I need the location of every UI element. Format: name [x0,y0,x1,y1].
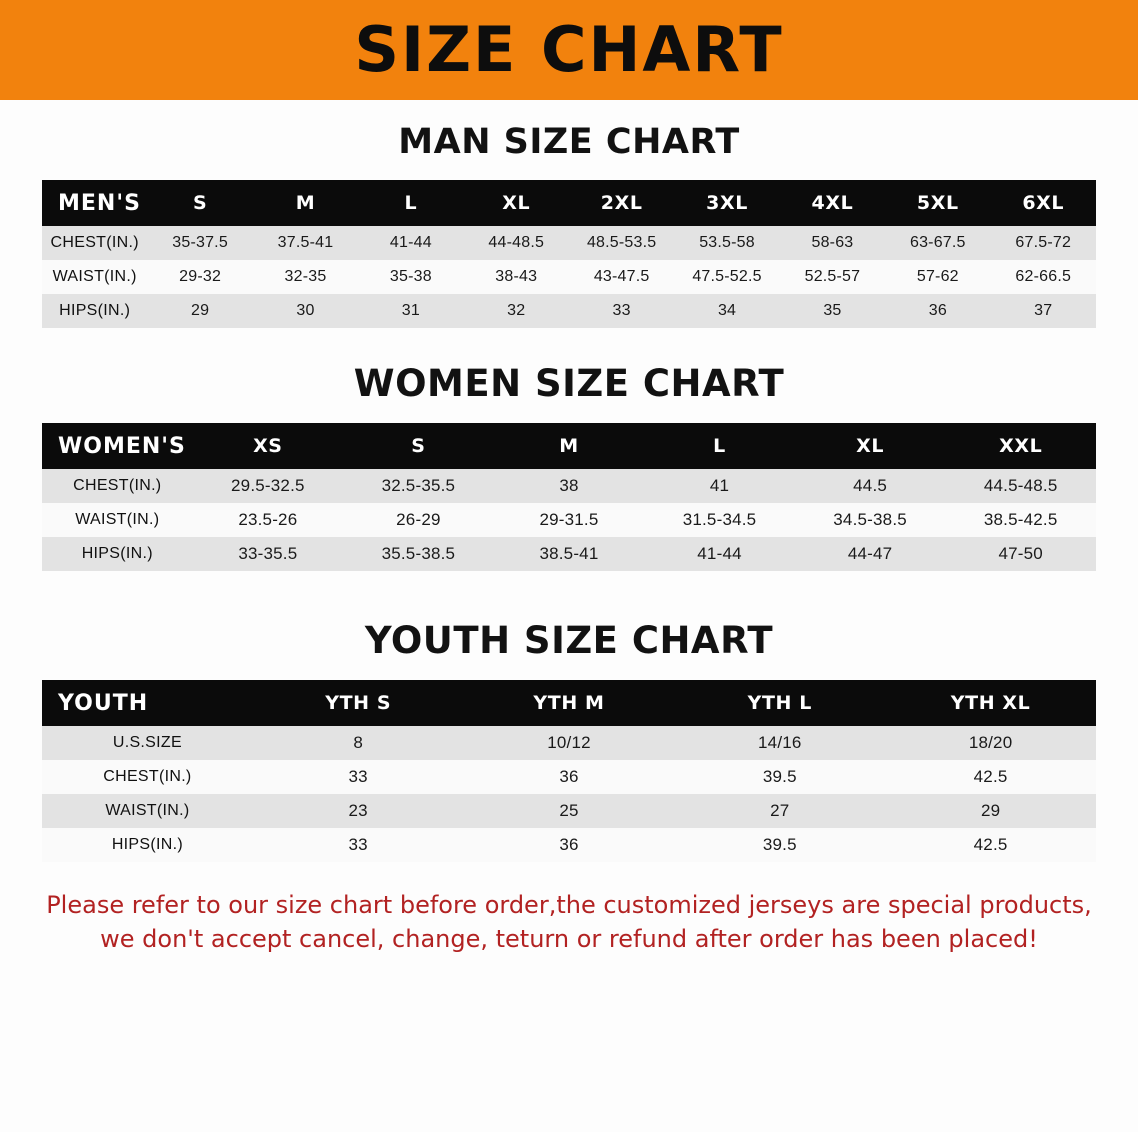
table-cell: 34 [674,294,779,328]
table-cell: 43-47.5 [569,260,674,294]
table-cell: 41-44 [358,226,463,260]
column-header: 4XL [780,180,885,226]
table-header-row [42,423,1096,469]
column-header: M [494,423,645,469]
table-header-row [42,680,1096,726]
table-row [42,537,1096,571]
row-label: HIPS(IN.) [42,294,147,328]
row-label: HIPS(IN.) [42,828,253,862]
table-cell: 29-32 [147,260,252,294]
youth-table-header [42,680,1096,726]
table-cell: 8 [253,726,464,760]
table-cell: 42.5 [885,828,1096,862]
disclaimer-note [39,888,1099,956]
table-cell: 67.5-72 [991,226,1096,260]
page-title: SIZE CHART [354,13,784,86]
table-cell: 36 [464,760,675,794]
disclaimer-line-2: we don't accept cancel, change, teturn or refund after order has been placed! [100,925,1038,954]
man-table-corner-label: MEN'S [42,180,147,226]
row-label: HIPS(IN.) [42,537,193,571]
table-cell: 47-50 [945,537,1096,571]
table-cell: 44-48.5 [464,226,569,260]
table-cell: 37 [991,294,1096,328]
man-table-header [42,180,1096,226]
column-header: 3XL [674,180,779,226]
row-label: WAIST(IN.) [42,260,147,294]
table-cell: 35.5-38.5 [343,537,494,571]
youth-table-body [42,726,1096,862]
column-header: 2XL [569,180,674,226]
row-label: WAIST(IN.) [42,503,193,537]
table-cell: 48.5-53.5 [569,226,674,260]
man-section-heading: MAN SIZE CHART [398,122,740,162]
table-row [42,726,1096,760]
column-header: M [253,180,358,226]
women-section-heading: WOMEN SIZE CHART [353,362,785,405]
column-header: 5XL [885,180,990,226]
table-cell: 52.5-57 [780,260,885,294]
youth-table-corner-label: YOUTH [42,680,253,726]
column-header: YTH XL [885,680,1096,726]
table-cell: 25 [464,794,675,828]
table-cell: 53.5-58 [674,226,779,260]
row-label: U.S.SIZE [42,726,253,760]
column-header: XL [464,180,569,226]
table-cell: 23.5-26 [193,503,344,537]
table-cell: 36 [885,294,990,328]
table-cell: 62-66.5 [991,260,1096,294]
table-cell: 31 [358,294,463,328]
column-header: XS [193,423,344,469]
table-cell: 14/16 [674,726,885,760]
table-cell: 33 [253,760,464,794]
table-row [42,828,1096,862]
table-cell: 39.5 [674,760,885,794]
table-cell: 31.5-34.5 [644,503,795,537]
table-cell: 23 [253,794,464,828]
table-cell: 44.5 [795,469,946,503]
table-cell: 38 [494,469,645,503]
table-cell: 44.5-48.5 [945,469,1096,503]
table-cell: 36 [464,828,675,862]
column-header: L [644,423,795,469]
table-cell: 35-38 [358,260,463,294]
table-cell: 33-35.5 [193,537,344,571]
column-header: 6XL [991,180,1096,226]
table-row [42,469,1096,503]
table-cell: 38-43 [464,260,569,294]
row-label: CHEST(IN.) [42,760,253,794]
column-header: L [358,180,463,226]
row-label: WAIST(IN.) [42,794,253,828]
disclaimer-line-1: Please refer to our size chart before order,the customized jerseys are special products, [46,891,1092,919]
table-row [42,503,1096,537]
table-cell: 32.5-35.5 [343,469,494,503]
row-label: CHEST(IN.) [42,226,147,260]
women-table-corner-label: WOMEN'S [42,423,193,469]
column-header: S [147,180,252,226]
table-header-row [42,180,1096,226]
table-row [42,794,1096,828]
table-row [42,760,1096,794]
column-header: YTH L [674,680,885,726]
youth-table-wrap [42,680,1096,862]
table-cell: 38.5-42.5 [945,503,1096,537]
women-table-header [42,423,1096,469]
column-header: S [343,423,494,469]
column-header: XL [795,423,946,469]
table-cell: 30 [253,294,358,328]
table-cell: 29.5-32.5 [193,469,344,503]
table-cell: 32-35 [253,260,358,294]
row-label: CHEST(IN.) [42,469,193,503]
women-size-table [42,423,1096,571]
table-cell: 29 [147,294,252,328]
man-table-body [42,226,1096,328]
man-size-table [42,180,1096,328]
table-cell: 29 [885,794,1096,828]
table-cell: 32 [464,294,569,328]
table-row [42,260,1096,294]
table-cell: 44-47 [795,537,946,571]
table-cell: 57-62 [885,260,990,294]
women-table-wrap [42,423,1096,571]
table-cell: 33 [253,828,464,862]
table-cell: 34.5-38.5 [795,503,946,537]
table-cell: 35-37.5 [147,226,252,260]
banner [0,0,1138,100]
table-cell: 63-67.5 [885,226,990,260]
table-cell: 27 [674,794,885,828]
table-cell: 10/12 [464,726,675,760]
table-row [42,294,1096,328]
table-cell: 26-29 [343,503,494,537]
man-table-wrap [42,180,1096,328]
youth-size-table [42,680,1096,862]
table-cell: 38.5-41 [494,537,645,571]
table-cell: 39.5 [674,828,885,862]
table-cell: 35 [780,294,885,328]
youth-section-heading: YOUTH SIZE CHART [364,619,774,662]
women-table-body [42,469,1096,571]
table-cell: 47.5-52.5 [674,260,779,294]
table-cell: 18/20 [885,726,1096,760]
table-cell: 41-44 [644,537,795,571]
column-header: YTH M [464,680,675,726]
table-cell: 37.5-41 [253,226,358,260]
table-cell: 29-31.5 [494,503,645,537]
column-header: YTH S [253,680,464,726]
table-cell: 33 [569,294,674,328]
column-header: XXL [945,423,1096,469]
table-row [42,226,1096,260]
table-cell: 42.5 [885,760,1096,794]
table-cell: 41 [644,469,795,503]
table-cell: 58-63 [780,226,885,260]
